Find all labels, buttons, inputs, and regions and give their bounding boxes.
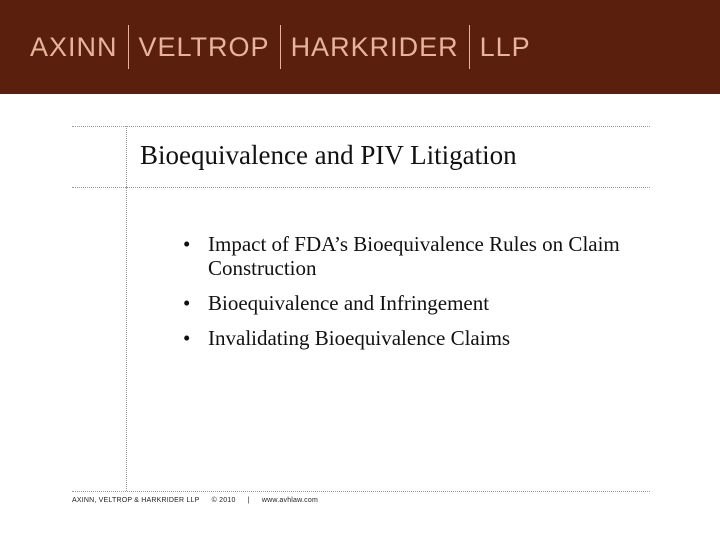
bullet-item — [183, 326, 653, 350]
footer-firm-name: AXINN, VELTROP & HARKRIDER LLP — [72, 497, 200, 504]
logo-divider — [280, 25, 281, 69]
logo-word-llp: LLP — [479, 31, 531, 62]
bullet-dot: • — [183, 326, 191, 350]
footer-website: www.avhlaw.com — [261, 497, 318, 504]
logo-divider — [469, 25, 470, 69]
logo-word-veltrop: VELTROP — [138, 31, 270, 62]
bullet-text: Invalidating Bioequivalence Claims — [208, 326, 511, 350]
slide-footer — [72, 497, 328, 504]
title-bottom-rule — [72, 187, 650, 188]
bullet-dot: • — [183, 232, 191, 256]
bullet-list — [183, 232, 653, 361]
footer-separator: | — [247, 497, 250, 504]
bullet-item — [183, 291, 653, 315]
logo-word-axinn: AXINN — [30, 31, 118, 62]
title-vertical-rule — [126, 126, 127, 187]
bullet-dot: • — [183, 291, 191, 315]
footer-copyright: © 2010 — [211, 497, 236, 504]
logo-divider — [128, 25, 129, 69]
footer-rule — [72, 491, 650, 492]
firm-logo — [30, 25, 531, 69]
body-vertical-rule — [126, 187, 127, 491]
slide-title: Bioequivalence and PIV Litigation — [140, 140, 517, 170]
title-top-rule — [72, 126, 650, 127]
logo-word-harkrider: HARKRIDER — [290, 31, 459, 62]
bullet-text: Bioequivalence and Infringement — [208, 291, 490, 315]
header-banner — [0, 0, 720, 94]
bullet-text: Impact of FDA’s Bioequivalence Rules on Claim Construction — [208, 232, 620, 280]
bullet-item — [183, 232, 653, 280]
